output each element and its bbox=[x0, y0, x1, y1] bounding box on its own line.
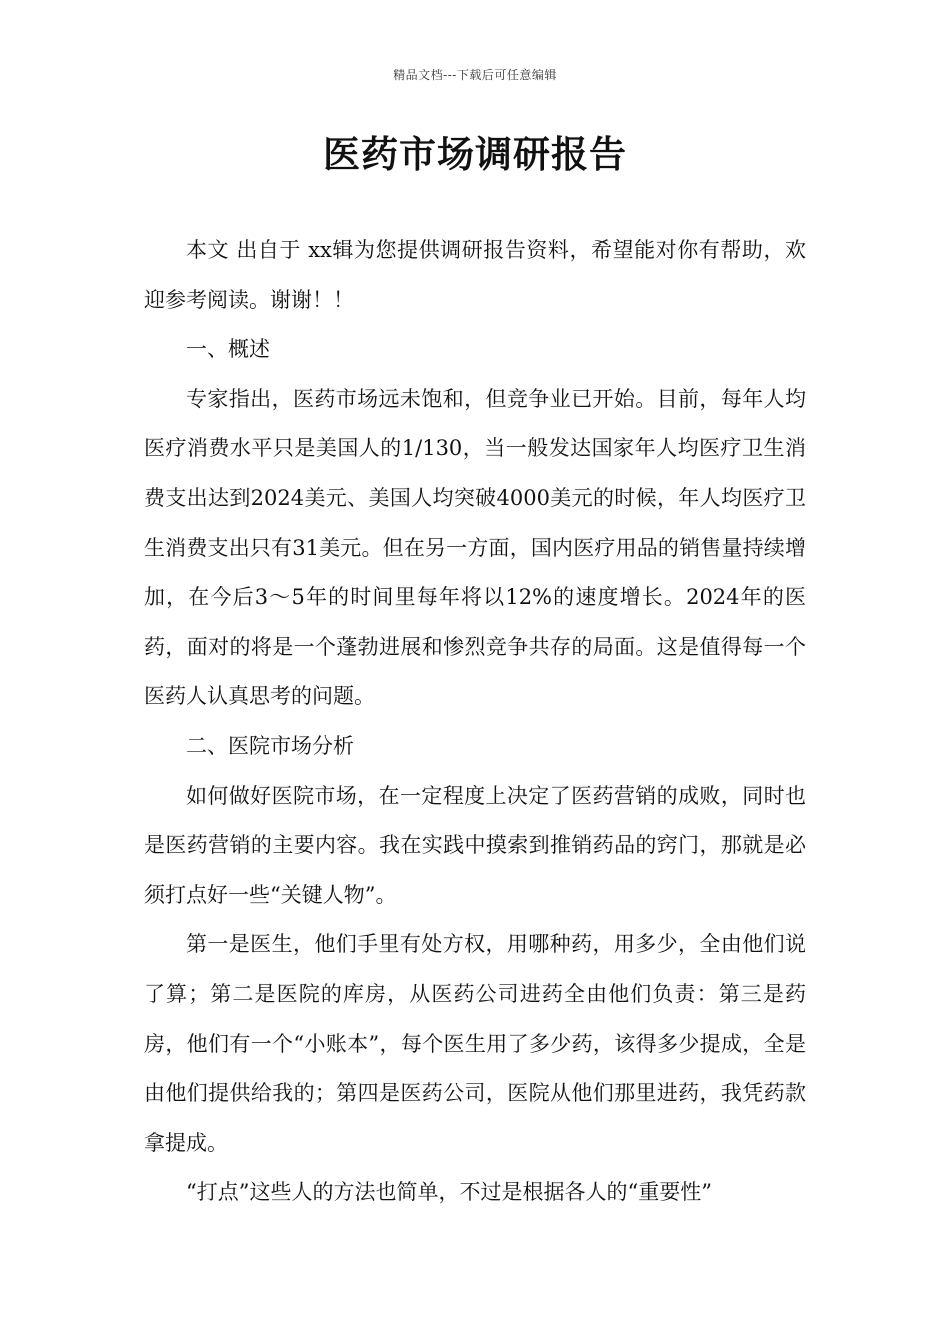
intro-paragraph: 本文 出自于 xx辑为您提供调研报告资料，希望能对你有帮助，欢迎参考阅读。谢谢！！ bbox=[144, 238, 806, 312]
document-title: 医药市场调研报告 bbox=[323, 132, 627, 176]
section-heading-overview: 一、概述 bbox=[186, 337, 270, 362]
method-paragraph: “打点”这些人的方法也简单，不过是根据各人的“重要性” bbox=[186, 1180, 712, 1205]
document-body bbox=[144, 226, 806, 1218]
header-note: 精品文档---下载后可任意编辑 bbox=[393, 68, 557, 82]
key-persons-paragraph: 第一是医生，他们手里有处方权，用哪种药，用多少，全由他们说了算；第二是医院的库房，从医药公司进药全由他们负责：第三是药房，他们有一个“小账本”，每个医生用了多少药，该得多少提成，全是由他们提供给我的；第四是医药公司，医院从他们那里进药，我凭药款拿提成。 bbox=[144, 932, 806, 1155]
section-heading-hospital-market: 二、医院市场分析 bbox=[186, 733, 354, 758]
overview-paragraph: 专家指出，医药市场远未饱和，但竞争业已开始。目前，每年人均医疗消费水平只是美国人的1/130，当一般发达国家年人均医疗卫生消费支出达到2024美元、美国人均突破4000美元的时候，年人均医疗卫生消费支出只有31美元。但在另一方面，国内医疗用品的销售量持续增加，在今后3～5年的时间里每年将以12%的速度增长。2024年的医药，面对的将是一个蓬勃进展和惨烈竞争共存的局面。这是值得每一个医药人认真思考的问题。 bbox=[144, 386, 806, 709]
hospital-market-paragraph: 如何做好医院市场，在一定程度上决定了医药营销的成败，同时也是医药营销的主要内容。我在实践中摸索到推销药品的窍门，那就是必须打点好一些“关键人物”。 bbox=[144, 783, 806, 907]
